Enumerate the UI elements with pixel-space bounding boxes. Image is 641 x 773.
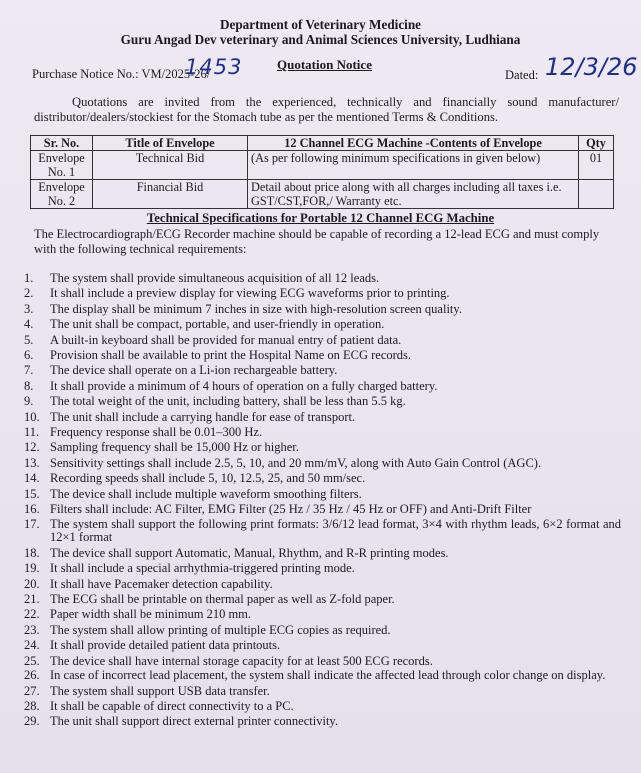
list-item-number: 24. (24, 638, 40, 653)
list-item (0, 456, 621, 471)
list-item-text: The display shall be minimum 7 inches in size with high-resolution screen quality. (50, 301, 462, 316)
list-item-text: It shall have Pacemaker detection capability. (50, 576, 273, 591)
list-item (0, 607, 621, 622)
list-item-number: 14. (24, 471, 40, 486)
list-item-text: The device shall include multiple waveform smoothing filters. (50, 486, 362, 501)
table-row (31, 180, 614, 209)
list-item-text: Filters shall include: AC Filter, EMG Filter (25 Hz / 35 Hz / 45 Hz or OFF) and Anti-Drift Filter (50, 502, 532, 517)
list-item (0, 363, 621, 378)
list-item-text: Frequency response shall be 0.01–300 Hz. (50, 425, 263, 440)
list-item (0, 410, 621, 425)
list-item-number: 22. (24, 607, 40, 622)
list-item (0, 317, 621, 332)
specs-title: Technical Specifications for Portable 12 Channel ECG Machine (146, 211, 495, 225)
list-item-number: 13. (24, 455, 40, 470)
date-label: Dated: (505, 68, 539, 82)
list-item-text: Sensitivity settings shall include 2.5, 5, 10, and 20 mm/mV, along with Auto Gain Control (AGC). (50, 455, 542, 470)
list-item-number: 17. (24, 516, 40, 531)
cell-qty (579, 180, 614, 209)
date-value-handwritten: 12/3/26 (545, 53, 638, 81)
list-item-text: In case of incorrect lead placement, the system shall indicate the affected lead through color change on display. (50, 667, 606, 682)
table-row (31, 151, 614, 180)
list-item-text: The device shall have internal storage capacity for at least 500 ECG records. (50, 653, 433, 668)
cell-sr: Envelope No. 1 (31, 151, 93, 180)
list-item-text: The unit shall be compact, portable, and user-friendly in operation. (50, 317, 385, 332)
list-item-number: 5. (24, 332, 34, 347)
list-item-text: Sampling frequency shall be 15,000 Hz or higher. (50, 440, 299, 455)
university-heading: Guru Angad Dev veterinary and Animal Sciences University, Ludhiana (120, 32, 521, 47)
requirements-list (0, 271, 621, 730)
list-item (0, 425, 621, 440)
list-item (0, 561, 621, 576)
list-item-text: Provision shall be available to print the Hospital Name on ECG records. (50, 348, 412, 363)
specs-description: The Electrocardiograph/ECG Recorder machine should be capable of recording a 12-lead ECG and must comply with the following technical requirements: (34, 227, 600, 256)
list-item-text: The system shall support the following print formats: 3/6/12 lead format, 3×4 with rhythm leads, 6×2 format and 12×1 format (50, 516, 621, 545)
list-item (0, 440, 621, 455)
list-item (0, 577, 621, 592)
list-item (0, 638, 621, 653)
list-item (0, 518, 621, 545)
list-item-text: The unit shall support direct external printer connectivity. (50, 714, 338, 729)
list-item-number: 3. (24, 301, 34, 316)
list-item-text: The total weight of the unit, including battery, shall be less than 5.5 kg. (50, 394, 406, 409)
list-item (0, 471, 621, 486)
list-item-number: 9. (24, 394, 34, 409)
department-heading: Department of Veterinary Medicine (219, 17, 422, 32)
quotation-notice-title: Quotation Notice (277, 57, 372, 72)
col-sr-no: Sr. No. (31, 136, 93, 151)
list-item-number: 1. (24, 271, 34, 285)
notice-row (0, 53, 641, 87)
list-item (0, 623, 621, 638)
cell-sr: Envelope No. 2 (31, 180, 93, 209)
list-item-text: Paper width shall be minimum 210 mm. (50, 607, 252, 622)
list-item (0, 546, 621, 561)
cell-title: Technical Bid (93, 151, 248, 180)
list-item-text: The system shall support USB data transfer. (50, 683, 270, 698)
list-item-text: It shall include a preview display for viewing ECG waveforms prior to printing. (50, 286, 450, 301)
list-item-text: The device shall operate on a Li-ion rechargeable battery. (50, 363, 338, 378)
list-item-text: It shall include a special arrhythmia-triggered printing mode. (50, 561, 355, 576)
list-item (0, 286, 621, 301)
list-item (0, 333, 621, 348)
list-item-text: Recording speeds shall include 5, 10, 12.5, 25, and 50 mm/sec. (50, 471, 366, 486)
list-item-number: 19. (24, 561, 40, 576)
list-item-text: It shall be capable of direct connectivity to a PC. (50, 698, 294, 713)
col-title: Title of Envelope (93, 136, 248, 151)
purchase-notice-number-handwritten: 1453 (185, 55, 243, 79)
list-item (0, 714, 621, 729)
table-header-row (31, 136, 614, 151)
cell-qty: 01 (579, 151, 614, 180)
cell-contents: Detail about price along with all charges including all taxes i.e. GST/CST,FOR,/ Warranty etc. (248, 180, 579, 209)
col-qty: Qty (579, 136, 614, 151)
list-item (0, 379, 621, 394)
list-item-number: 7. (24, 363, 34, 378)
list-item-text: It shall provide detailed patient data printouts. (50, 638, 281, 653)
list-item-text: The system shall allow printing of multiple ECG copies as required. (50, 622, 391, 637)
list-item-text: The device shall support Automatic, Manual, Rhythm, and R-R printing modes. (50, 545, 449, 560)
list-item-number: 15. (24, 486, 40, 501)
list-item (0, 394, 621, 409)
list-item (0, 502, 621, 517)
list-item (0, 271, 621, 286)
list-item (0, 592, 621, 607)
list-item-number: 8. (24, 378, 34, 393)
list-item-number: 10. (24, 409, 40, 424)
list-item (0, 654, 621, 669)
list-item-number: 6. (24, 348, 34, 363)
list-item-number: 23. (24, 622, 40, 637)
col-contents: 12 Channel ECG Machine -Contents of Envelope (248, 136, 579, 151)
purchase-notice-label: Purchase Notice No.: VM/2025-26/ (32, 67, 211, 81)
list-item-number: 20. (24, 576, 40, 591)
list-item (0, 302, 621, 317)
list-item-number: 12. (24, 440, 40, 455)
list-item-number: 25. (24, 653, 40, 668)
list-item-number: 2. (24, 286, 34, 301)
list-item-number: 11. (24, 425, 40, 440)
list-item-number: 27. (24, 683, 40, 698)
cell-title: Financial Bid (93, 180, 248, 209)
envelope-table (30, 135, 614, 209)
list-item-number: 28. (24, 698, 40, 713)
list-item (0, 699, 621, 714)
list-item-number: 29. (24, 714, 40, 729)
list-item-text: The unit shall include a carrying handle for ease of transport. (50, 409, 356, 424)
list-item-number: 26. (24, 667, 40, 682)
list-item (0, 669, 621, 683)
list-item-text: The ECG shall be printable on thermal paper as well as Z-fold paper. (50, 591, 395, 606)
intro-paragraph: Quotations are invited from the experienced, technically and financially sound manufacturer/ distributor/dealers/stockiest for the Stomach tube as per the mentioned Terms & Conditions. (34, 95, 619, 124)
list-item-number: 18. (24, 545, 40, 560)
cell-contents: (As per following minimum specifications in given below) (248, 151, 579, 180)
list-item (0, 348, 621, 363)
list-item (0, 487, 621, 502)
list-item-text: It shall provide a minimum of 4 hours of operation on a fully charged battery. (50, 378, 438, 393)
list-item-text: A built-in keyboard shall be provided for manual entry of patient data. (50, 332, 402, 347)
list-item-text: The system shall provide simultaneous acquisition of all 12 leads. (50, 271, 380, 285)
list-item (0, 684, 621, 699)
list-item-number: 4. (24, 317, 34, 332)
list-item-number: 16. (24, 502, 40, 517)
list-item-number: 21. (24, 591, 40, 606)
